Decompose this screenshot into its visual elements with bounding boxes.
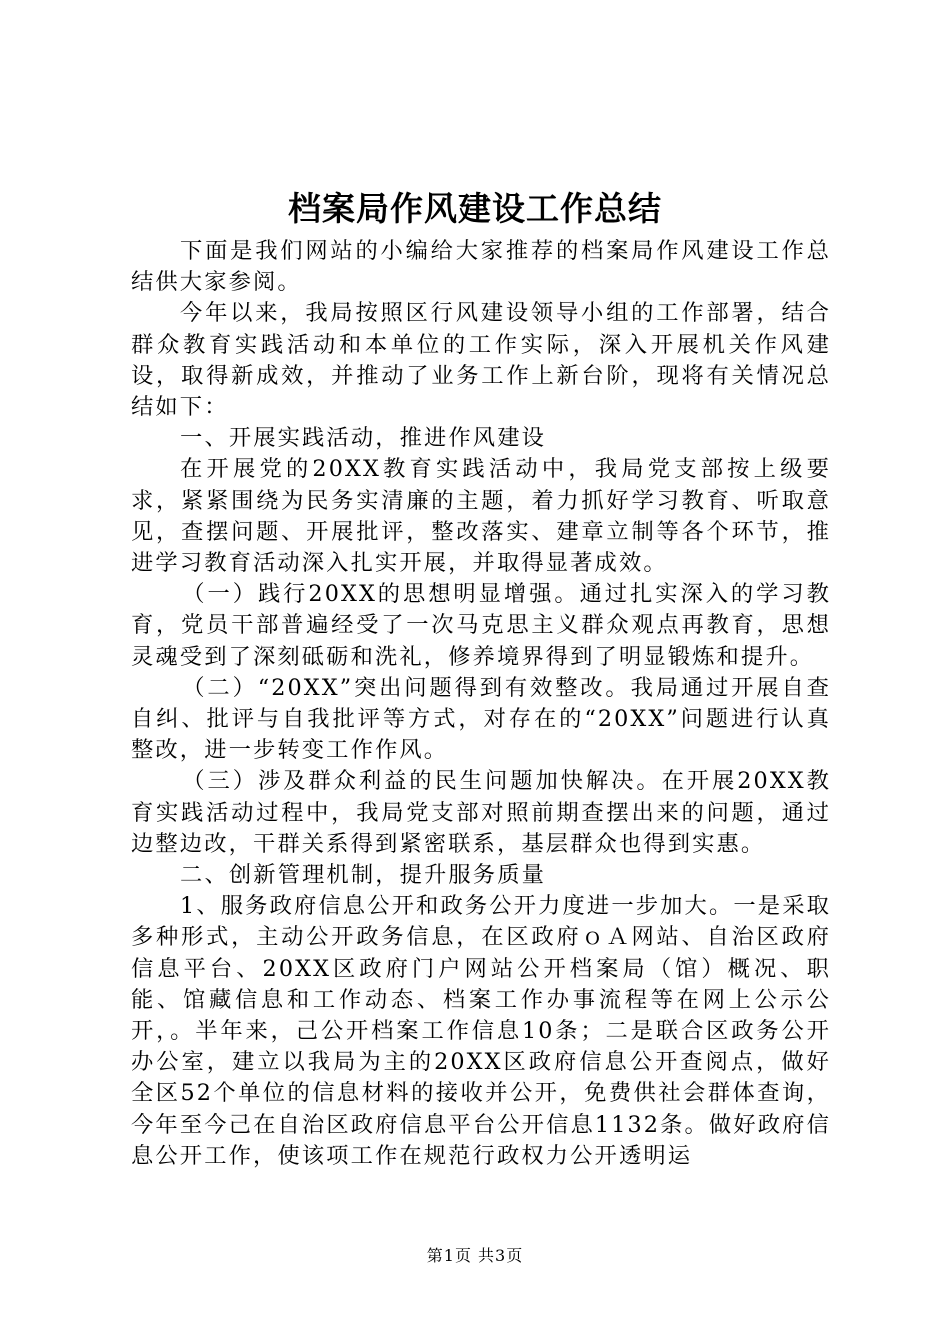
paragraph-section-2-item-1: 1、服务政府信息公开和政务公开力度进一步加大。一是采取多种形式，主动公开政务信息，在区政府ｏＡ网站、自治区政府信息平台、20XX区政府门户网站公开档案局（馆）概况、职能、馆藏信息和工作动态、档案工作办事流程等在网上公示公开，。半年来，己公开档案工作信息10条；二是联合区政务公开办公室，建立以我局为主的20XX区政府信息公开查阅点，做好全区52个单位的信息材料的接收并公开，免费供社会群体查询，今年至今己在自治区政府信息平台公开信息1132条。做好政府信息公开工作，使该项工作在规范行政权力公开透明运 — [131, 893, 831, 1169]
document-body — [131, 236, 831, 1172]
paragraph-overview: 今年以来，我局按照区行风建设领导小组的工作部署，结合群众教育实践活动和本单位的工作实际，深入开展机关作风建设，取得新成效，并推动了业务工作上新台阶，现将有关情况总结如下： — [131, 300, 831, 421]
page-footer: 第1页 共3页 — [426, 1246, 524, 1265]
document-title: 档案局作风建设工作总结 — [288, 189, 662, 228]
paragraph-item-1: （一）践行20XX的思想明显增强。通过扎实深入的学习教育，党员干部普遍经受了一次马克思主义群众观点再教育，思想灵魂受到了深刻砥砺和洗礼，修养境界得到了明显锻炼和提升。 — [131, 581, 831, 670]
section-heading-2: 二、创新管理机制，提升服务质量 — [180, 862, 547, 889]
paragraph-intro: 下面是我们网站的小编给大家推荐的档案局作风建设工作总结供大家参阅。 — [131, 238, 831, 296]
paragraph-section-1: 在开展党的20XX教育实践活动中，我局党支部按上级要求，紧紧围绕为民务实清廉的主题，着力抓好学习教育、听取意见，查摆问题、开展批评，整改落实、建章立制等各个环节，推进学习教育活动深入扎实开展，并取得显著成效。 — [131, 456, 831, 577]
paragraph-item-3: （三）涉及群众利益的民生问题加快解决。在开展20XX教育实践活动过程中，我局党支部对照前期查摆出来的问题，通过边整边改，干群关系得到紧密联系，基层群众也得到实惠。 — [131, 768, 831, 857]
section-heading-1: 一、开展实践活动，推进作风建设 — [180, 425, 547, 452]
paragraph-item-2: （二）“20XX”突出问题得到有效整改。我局通过开展自查自纠、批评与自我批评等方式，对存在的“20XX”问题进行认真整改，进一步转变工作作风。 — [131, 674, 831, 764]
